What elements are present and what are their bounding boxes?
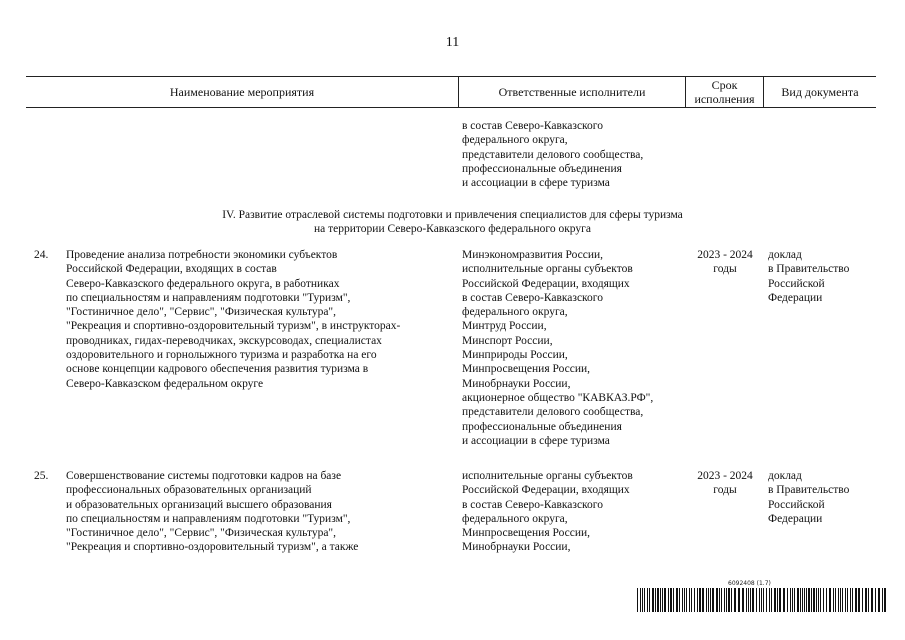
page-number: 11 xyxy=(445,35,460,50)
barcode-label: 6092408 (1.7) xyxy=(728,580,771,587)
header-col-name: Наименование мероприятия xyxy=(169,85,315,99)
row-doc: доклад в Правительство Российской Федерации xyxy=(768,249,850,304)
row-executors: исполнительные органы субъектов Российской Федерации, входящих в состав Северо-Кавказского федерального округа, Минпросвещения России, Минобрнауки России, xyxy=(462,470,633,554)
continuation-executors: в состав Северо-Кавказского федерального округа, представители делового сообщества, профессиональные объединения и ассоциации в сфере туризма xyxy=(462,120,644,190)
row-name: Совершенствование системы подготовки кадров на базе профессиональных образовательных организаций и образовательных организаций высшего образования по специальностям и направлениям подготовки "Туризм", "Гостиничное дело", "Сервис", "Физическая культура", "Рекреация и спортивно-оздоровительный туризм", а также xyxy=(66,470,359,554)
row-executors: Минэкономразвития России, исполнительные органы субъектов Российской Федерации, входящих в состав Северо-Кавказского федерального округа, Минтруд России, Минспорт России, Минприроды России, Минпросвещения России, Минобрнауки России, акционерное общество "КАВКАЗ.РФ", представители делового сообщества, профессиональные объединения и ассоциации в сфере туризма xyxy=(462,249,654,447)
table-header xyxy=(26,76,876,108)
row-name: Проведение анализа потребности экономики субъектов Российской Федерации, входящих в состав Северо-Кавказского федерального округа, в работниках по специальностям и направлениям подготовки "Туризм", "Гостиничное дело", "Сервис", "Физическая культура", "Рекреация и спортивно-оздоровительный туризм", в инструкторах- проводниках, гидах-переводчиках, экскурсоводах, специалистах оздоровительного и горнолыжного туризма и разработка на его основе концепции кадрового обеспечения развития туризма в Северо-Кавказском федеральном округе xyxy=(66,249,401,390)
row-doc: доклад в Правительство Российской Федерации xyxy=(768,470,850,525)
row-term: 2023 - 2024 годы xyxy=(697,249,753,276)
barcode xyxy=(637,580,887,612)
row-number: 24. xyxy=(34,249,49,261)
section-title: IV. Развитие отраслевой системы подготовки и привлечения специалистов для сферы туризма на территории Северо-Кавказского федерального округа xyxy=(222,209,683,236)
header-col-doc: Вид документа xyxy=(781,85,859,99)
header-col-term: Срок исполнения xyxy=(694,78,755,106)
row-number: 25. xyxy=(34,470,49,482)
row-term: 2023 - 2024 годы xyxy=(697,470,753,497)
header-col-executors: Ответственные исполнители xyxy=(498,85,646,99)
barcode-icon xyxy=(637,588,887,612)
